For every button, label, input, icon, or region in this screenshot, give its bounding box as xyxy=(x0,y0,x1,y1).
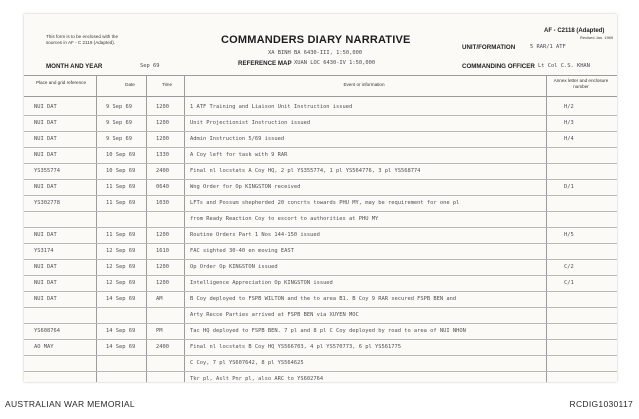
reference-map-2: XUAN LOC 6430-IV 1:50,000 xyxy=(294,60,376,66)
row-date: 12 Sep 69 xyxy=(106,248,136,254)
month-year-value: Sep 69 xyxy=(140,63,160,69)
row-annex: C/1 xyxy=(564,280,574,286)
table-row xyxy=(24,244,617,260)
row-date: 9 Sep 69 xyxy=(106,104,132,110)
row-time: 2400 xyxy=(156,168,169,174)
month-year-label: MONTH AND YEAR xyxy=(46,63,103,70)
diary-sheet xyxy=(24,14,617,382)
row-place: NUI DAT xyxy=(34,152,57,158)
row-event: Admin Instruction 5/69 issued xyxy=(190,136,285,142)
page-title: COMMANDERS DIARY NARRATIVE xyxy=(221,34,411,46)
unit-formation-value: 5 RAR/1 ATF xyxy=(530,44,566,50)
row-place: NUI DAT xyxy=(34,232,57,238)
row-time: 2400 xyxy=(156,344,169,350)
row-place: NUI DAT xyxy=(34,280,57,286)
commanding-officer-value: Lt Col C.S. KHAN xyxy=(538,63,590,69)
row-time: 1200 xyxy=(156,104,169,110)
row-time: AM xyxy=(156,296,163,302)
row-date: 14 Sep 69 xyxy=(106,344,136,350)
row-event: C Coy, 7 pl YS607642, 8 pl YS564625 xyxy=(190,360,304,366)
row-place: NUI DAT xyxy=(34,104,57,110)
row-event: Final nl locstats B Coy HQ YS566703, 4 pl YS570773, 6 pl YS561775 xyxy=(190,344,401,350)
table-row xyxy=(24,260,617,276)
row-annex: C/2 xyxy=(564,264,574,270)
table-row xyxy=(24,340,617,356)
col-header-place: Place and grid reference xyxy=(35,80,87,85)
row-date: 11 Sep 69 xyxy=(106,232,136,238)
row-place: NUI DAT xyxy=(34,120,57,126)
row-place: YS608764 xyxy=(34,328,60,334)
form-number: AF - C2118 (Adapted) xyxy=(544,28,605,34)
row-place: NUI DAT xyxy=(34,264,57,270)
row-annex: H/3 xyxy=(564,120,574,126)
row-date: 10 Sep 69 xyxy=(106,168,136,174)
row-event: Tkr pl, Aslt Pnr pl, also ARC to YS602764 xyxy=(190,376,324,382)
table-row xyxy=(24,292,617,308)
row-time: 1200 xyxy=(156,232,169,238)
reference-map-label: REFERENCE MAP xyxy=(238,60,292,67)
row-place: NUI DAT xyxy=(34,296,57,302)
row-event: from Ready Reaction Coy to escort to authorities at PHU MY xyxy=(190,216,379,222)
table-row xyxy=(24,212,617,228)
header-bottom-rule xyxy=(24,96,617,97)
row-place: YS355774 xyxy=(34,168,60,174)
row-event: Intelligence Appreciation Op KINGSTON issued xyxy=(190,280,333,286)
row-place: YS302778 xyxy=(34,200,60,206)
row-event: Op Order Op KINGSTON issued xyxy=(190,264,278,270)
col-header-date: Date xyxy=(125,82,135,87)
table-row xyxy=(24,372,617,382)
row-event: B Coy deployed to FSPB WILTON and the to area B1. B Coy 9 RAR secured FSPB BEN and xyxy=(190,296,457,302)
enclosure-note-line-1: This form is to be enclosed with the xyxy=(46,34,119,39)
table-row xyxy=(24,180,617,196)
row-event: Routine Orders Part 1 Nos 144-150 issued xyxy=(190,232,320,238)
row-time: 0640 xyxy=(156,184,169,190)
row-date: 11 Sep 69 xyxy=(106,184,136,190)
row-event: Unit Projectionist Instruction issued xyxy=(190,120,311,126)
table-row xyxy=(24,132,617,148)
row-date: 11 Sep 69 xyxy=(106,200,136,206)
table-top-rule xyxy=(24,75,617,76)
unit-formation-label: UNIT/FORMATION xyxy=(462,44,516,51)
row-event: Tac HQ deployed to FSPB BEN. 7 pl and 8 pl C Coy deployed by road to area of NUI NHON xyxy=(190,328,466,334)
table-row xyxy=(24,276,617,292)
row-date: 14 Sep 69 xyxy=(106,328,136,334)
row-date: 9 Sep 69 xyxy=(106,120,132,126)
footer-right: RCDIG1030117 xyxy=(569,399,633,409)
row-event: LFTs and Possum shepherded 20 concrts towards PHU MY, may be requirement for one pl xyxy=(190,200,460,206)
table-row xyxy=(24,100,617,116)
row-event: FAC sighted 30-40 en moving EAST xyxy=(190,248,294,254)
row-event: A Coy left for task with 9 RAR xyxy=(190,152,288,158)
reference-map-1: XA BINH BA 6430-III, 1:50,000 xyxy=(268,50,363,56)
table-row xyxy=(24,164,617,180)
row-event: Final nl locstats A Coy HQ, 2 pl YS355774, 1 pl YS564776, 3 pl YS568774 xyxy=(190,168,421,174)
table-row xyxy=(24,356,617,372)
table-row xyxy=(24,196,617,212)
row-date: 10 Sep 69 xyxy=(106,152,136,158)
col-header-event: Event or information xyxy=(343,82,385,87)
row-time: 1330 xyxy=(156,152,169,158)
row-date: 14 Sep 69 xyxy=(106,296,136,302)
row-annex: H/5 xyxy=(564,232,574,238)
table-row xyxy=(24,324,617,340)
row-annex: H/4 xyxy=(564,136,574,142)
row-time: 1200 xyxy=(156,264,169,270)
footer-left: AUSTRALIAN WAR MEMORIAL xyxy=(5,399,135,409)
col-header-annex: Annex letter and enclosure number xyxy=(553,78,609,89)
table-row xyxy=(24,228,617,244)
row-annex: D/1 xyxy=(564,184,574,190)
form-revised: Revised Jan. 1969 xyxy=(580,35,614,40)
row-date: 12 Sep 69 xyxy=(106,280,136,286)
commanding-officer-label: COMMANDING OFFICER xyxy=(462,63,535,70)
col-header-time: Time xyxy=(161,82,173,87)
row-place: AO MAY xyxy=(34,344,54,350)
row-time: 1200 xyxy=(156,136,169,142)
row-date: 9 Sep 69 xyxy=(106,136,132,142)
row-place: NUI DAT xyxy=(34,136,57,142)
row-event: Wng Order for Op KINGSTON received xyxy=(190,184,301,190)
table-row xyxy=(24,308,617,324)
row-event: Arty Recce Parties arrived at FSPB BEN via XUYEN MOC xyxy=(190,312,359,318)
table-row xyxy=(24,116,617,132)
table-row xyxy=(24,148,617,164)
row-time: 1030 xyxy=(156,200,169,206)
row-date: 12 Sep 69 xyxy=(106,264,136,270)
row-place: NUI DAT xyxy=(34,184,57,190)
row-event: 1 ATF Training and Liaison Unit Instruction issued xyxy=(190,104,353,110)
row-place: YS3174 xyxy=(34,248,54,254)
row-time: 1200 xyxy=(156,280,169,286)
row-annex: H/2 xyxy=(564,104,574,110)
row-time: 1610 xyxy=(156,248,169,254)
row-time: 1200 xyxy=(156,120,169,126)
enclosure-note-line-2: sources in AF - C 2119 (Adapted). xyxy=(46,40,116,45)
row-time: PM xyxy=(156,328,163,334)
